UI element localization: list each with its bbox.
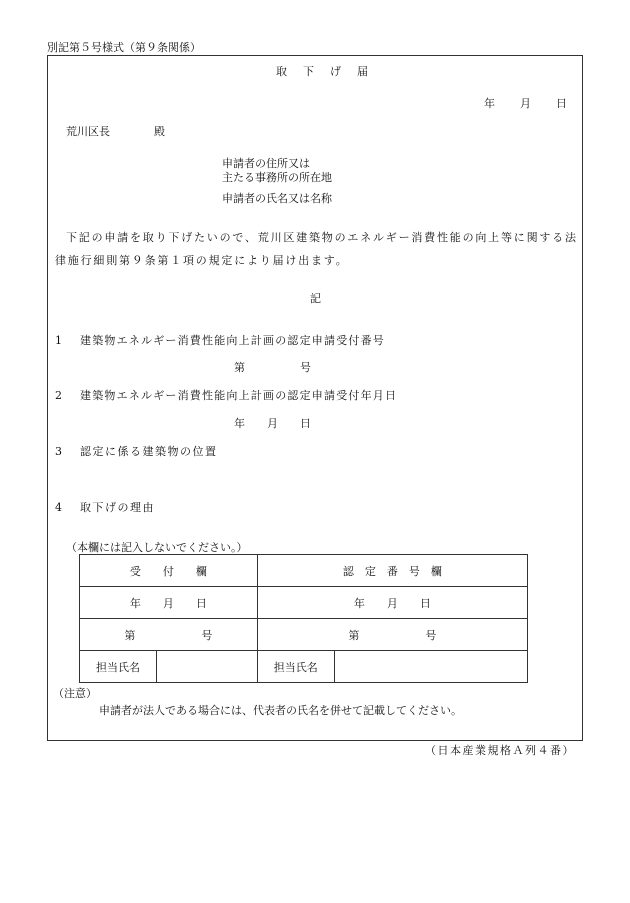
reception-number: 第 号 xyxy=(80,619,258,651)
applicant-address-label-2: 主たる事務所の所在地 xyxy=(222,171,332,184)
item-1-number: 1 xyxy=(55,334,62,347)
notes-label: （注意） xyxy=(53,687,97,700)
date-line: 年 月 日 xyxy=(484,97,568,110)
paper-standard: （日本産業規格Ａ列４番） xyxy=(425,744,575,757)
table-row xyxy=(80,619,528,651)
item-2-label: 建築物エネルギー消費性能向上計画の認定申請受付年月日 xyxy=(80,389,398,402)
reception-person-label: 担当氏名 xyxy=(80,651,157,683)
item-4-number: 4 xyxy=(55,501,62,514)
certification-date: 年 月 日 xyxy=(257,587,527,619)
office-use-note: （本欄には記入しないでください。） xyxy=(66,541,248,554)
item-3-label: 認定に係る建築物の位置 xyxy=(80,445,218,458)
form-title: 取 下 げ 届 xyxy=(276,65,371,78)
certification-header: 認 定 番 号 欄 xyxy=(257,555,527,587)
reception-person-field[interactable] xyxy=(157,651,258,683)
certification-person-field[interactable] xyxy=(334,651,527,683)
item-2-value: 年 月 日 xyxy=(234,417,311,430)
ki-label: 記 xyxy=(310,292,321,305)
item-4-label: 取下げの理由 xyxy=(80,501,155,514)
note-text: 申請者が法人である場合には、代表者の氏名を併せて記載してください。 xyxy=(99,704,462,717)
item-1-label: 建築物エネルギー消費性能向上計画の認定申請受付番号 xyxy=(80,334,385,347)
certification-number: 第 号 xyxy=(257,619,527,651)
item-3-number: 3 xyxy=(55,445,62,458)
form-label: 別記第５号様式（第９条関係） xyxy=(47,41,201,54)
applicant-name-label: 申請者の氏名又は名称 xyxy=(222,192,332,205)
office-use-table xyxy=(79,554,528,683)
applicant-address-label-1: 申請者の住所又は xyxy=(222,157,310,170)
addressee: 荒川区長 殿 xyxy=(66,125,165,138)
item-1-value: 第 号 xyxy=(234,361,311,374)
reception-header: 受 付 欄 xyxy=(80,555,258,587)
certification-person-label: 担当氏名 xyxy=(257,651,334,683)
table-row xyxy=(80,587,528,619)
table-row xyxy=(80,555,528,587)
item-2-number: 2 xyxy=(55,389,62,402)
body-text: 下記の申請を取り下げたいので、荒川区建築物のエネルギー消費性能の向上等に関する法律施行細則第９条第１項の規定により届け出ます。 xyxy=(55,231,578,267)
table-row xyxy=(80,651,528,683)
reception-date: 年 月 日 xyxy=(80,587,258,619)
